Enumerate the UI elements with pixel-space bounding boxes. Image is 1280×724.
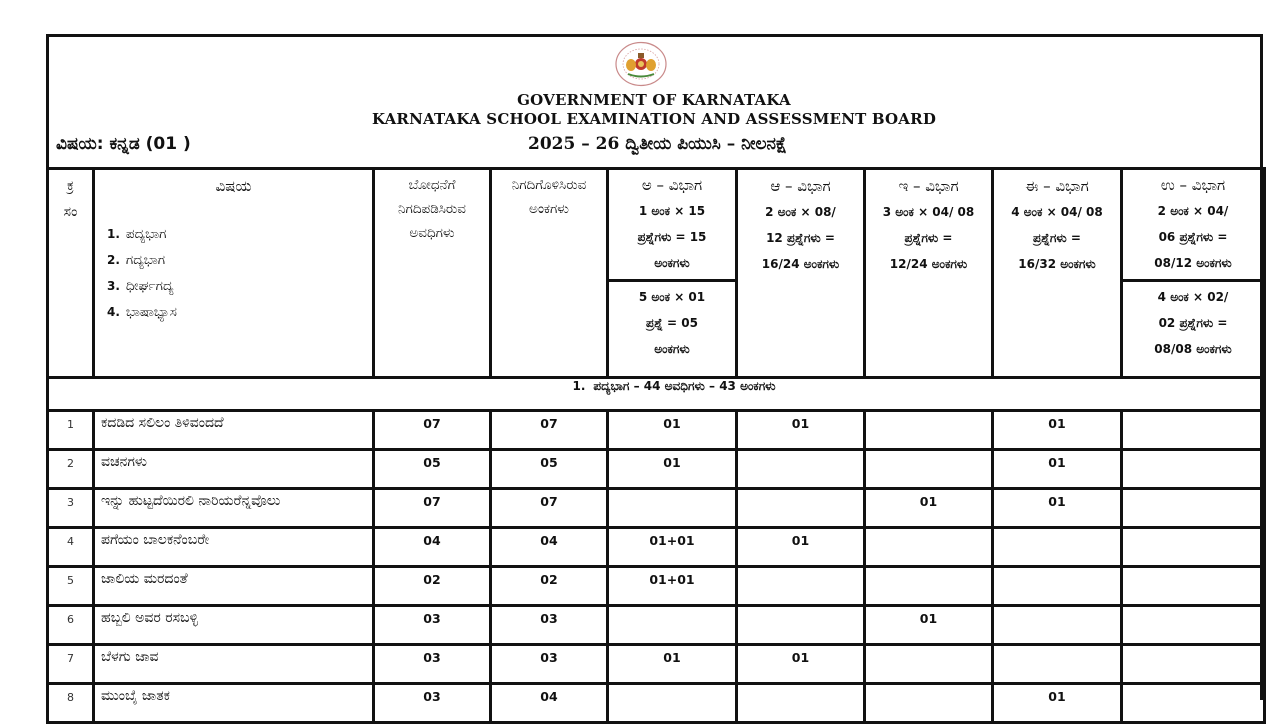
table-row: 4 ಪಗೆಯಂ ಬಾಲಕನೆಂಬರೇ 04 04 01+01 01 bbox=[48, 528, 1265, 567]
header-row bbox=[48, 169, 1265, 378]
section-header-row bbox=[48, 378, 1265, 411]
table-row: 3 ಇನ್ನು ಹುಟ್ಟದೆಯಿರಲಿ ನಾರಿಯರೆನ್ನವೊಲು 07 07 01 01 bbox=[48, 489, 1265, 528]
col-header-section-a: ಅ – ವಿಭಾಗ 1 ಅಂಕ × 15 ಪ್ರಶ್ನೆಗಳು = 15 ಅಂಕಗಳು 5 ಅಂಕ × 01 ಪ್ರಶ್ನೆ = 05 ಅಂಕಗಳು bbox=[608, 169, 737, 378]
karnataka-emblem-icon bbox=[614, 41, 668, 87]
col-header-periods: ಬೋಧನೆಗೆ ನಿಗದಿಪಡಿಸಿರುವ ಅವಧಿಗಳು bbox=[374, 169, 491, 378]
blueprint-title: 2025 – 26 ದ್ವಿತೀಯ ಪಿಯುಸಿ – ನೀಲನಕ್ಷೆ bbox=[528, 134, 787, 154]
topic-item: 4. ಭಾಷಾಭ್ಯಾಸ bbox=[107, 304, 177, 320]
topic-list bbox=[95, 221, 372, 325]
topic-item: 1. ಪದ್ಯಭಾಗ bbox=[107, 226, 167, 242]
topic-item: 3. ಧೀರ್ಘಗದ್ಯ bbox=[107, 278, 174, 294]
lesson-name: ಹಬ್ಬಲಿ ಅವರ ರಸಬಳ್ಳಿ bbox=[94, 606, 374, 645]
subject-label: ವಿಷಯ: ಕನ್ನಡ (01 ) bbox=[56, 134, 191, 154]
topic-item: 2. ಗದ್ಯಭಾಗ bbox=[107, 252, 166, 268]
section-title: 1. ಪದ್ಯಭಾಗ – 44 ಅವಧಿಗಳು – 43 ಅಂಕಗಳು bbox=[48, 378, 1265, 411]
table-row: 7 ಬೆಳಗು ಜಾವ 03 03 01 01 bbox=[48, 645, 1265, 684]
col-header-section-u: ಉ – ವಿಭಾಗ 2 ಅಂಕ × 04/ 06 ಪ್ರಶ್ನೆಗಳು = 08/12 ಅಂಕಗಳು 4 ಅಂಕ × 02/ 02 ಪ್ರಶ್ನೆಗಳು = 08/08 ಅಂಕಗಳು bbox=[1122, 169, 1265, 378]
table-row: 5 ಜಾಲಿಯ ಮರದಂತೆ 02 02 01+01 bbox=[48, 567, 1265, 606]
lesson-name: ಪಗೆಯಂ ಬಾಲಕನೆಂಬರೇ bbox=[94, 528, 374, 567]
col-header-section-ii: ಈ – ವಿಭಾಗ 4 ಅಂಕ × 04/ 08 ಪ್ರಶ್ನೆಗಳು = 16/32 ಅಂಕಗಳು bbox=[993, 169, 1122, 378]
col-header-marks: ನಿಗದಿಗೊಳಿಸಿರುವ ಅಂಕಗಳು bbox=[491, 169, 608, 378]
table-row: 1 ಕದಡಿದ ಸಲಿಲಂ ತಿಳಿವಂದದೆ 07 07 01 01 01 bbox=[48, 411, 1265, 450]
table-row: 6 ಹಬ್ಬಲಿ ಅವರ ರಸಬಳ್ಳಿ 03 03 01 bbox=[48, 606, 1265, 645]
table-row: 8 ಮುಂಬೈ ಜಾತಕ 03 04 01 bbox=[48, 684, 1265, 723]
lesson-name: ಬೆಳಗು ಜಾವ bbox=[94, 645, 374, 684]
header-government: GOVERNMENT OF KARNATAKA bbox=[517, 91, 791, 109]
table-row: 2 ವಚನಗಳು 05 05 01 01 bbox=[48, 450, 1265, 489]
col-header-topic: ವಿಷಯ 1. ಪದ್ಯಭಾಗ 2. ಗದ್ಯಭಾಗ 3. ಧೀರ್ಘಗದ್ಯ 4. ಭಾಷಾಭ್ಯಾಸ bbox=[94, 169, 374, 378]
col-header-section-i: ಇ – ವಿಭಾಗ 3 ಅಂಕ × 04/ 08 ಪ್ರಶ್ನೆಗಳು = 12/24 ಅಂಕಗಳು bbox=[865, 169, 993, 378]
blueprint-table bbox=[46, 167, 1266, 724]
lesson-name: ಕದಡಿದ ಸಲಿಲಂ ತಿಳಿವಂದದೆ bbox=[94, 411, 374, 450]
lesson-name: ಮುಂಬೈ ಜಾತಕ bbox=[94, 684, 374, 723]
header-board: KARNATAKA SCHOOL EXAMINATION AND ASSESSMENT BOARD bbox=[371, 110, 937, 128]
lesson-name: ವಚನಗಳು bbox=[94, 450, 374, 489]
col-header-sl: ಕ್ರ ಸಂ bbox=[48, 169, 94, 378]
lesson-name: ಜಾಲಿಯ ಮರದಂತೆ bbox=[94, 567, 374, 606]
lesson-name: ಇನ್ನು ಹುಟ್ಟದೆಯಿರಲಿ ನಾರಿಯರೆನ್ನವೊಲು bbox=[94, 489, 374, 528]
col-header-section-aa: ಆ – ವಿಭಾಗ 2 ಅಂಕ × 08/ 12 ಪ್ರಶ್ನೆಗಳು = 16/24 ಅಂಕಗಳು bbox=[737, 169, 865, 378]
